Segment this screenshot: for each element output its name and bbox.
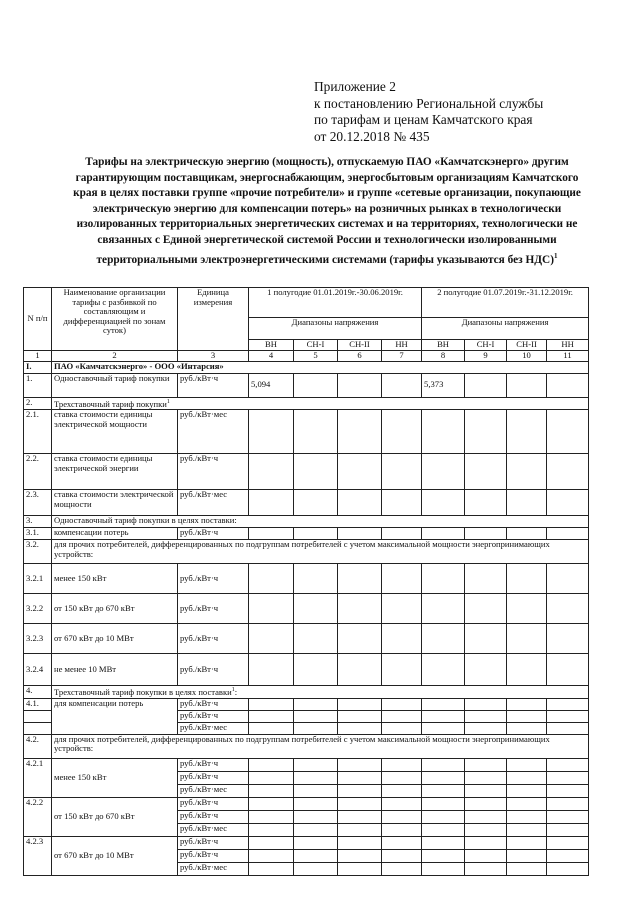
- section-label: [52, 397, 589, 409]
- voltage-level: ВН: [422, 340, 465, 351]
- document-title: [64, 155, 590, 268]
- table-row: [24, 564, 589, 594]
- section-colon: :: [234, 686, 238, 697]
- tariff-table: [23, 287, 589, 876]
- unit-cell: руб./кВт·ч: [178, 810, 249, 823]
- table-row: [24, 594, 589, 624]
- table-row: [24, 454, 589, 490]
- voltage-ranges-header: Диапазоны напряжения: [422, 318, 589, 340]
- column-number: 10: [507, 351, 547, 362]
- unit-cell: руб./кВт·ч: [178, 594, 249, 624]
- row-number: 4.2.: [24, 734, 52, 758]
- row-label: ставка стоимости единицы электрической энергии: [52, 454, 178, 490]
- voltage-level: НН: [382, 340, 422, 351]
- voltage-level: НН: [547, 340, 589, 351]
- unit-cell: руб./кВт·мес: [178, 490, 249, 516]
- row-label: не менее 10 МВт: [52, 654, 178, 686]
- row-label: ставка стоимости электрической мощности: [52, 490, 178, 516]
- tariff-value-cell: 5,373: [422, 373, 465, 397]
- section-label: для прочих потребителей, дифференцированных по подгруппам потребителей с учетом максимальной мощности энергопринимающих устройств:: [52, 734, 589, 758]
- row-label: менее 150 кВт: [52, 758, 178, 797]
- row-number: 3.2.1: [24, 564, 52, 594]
- unit-cell: руб./кВт·ч: [178, 771, 249, 784]
- voltage-level: СН-I: [465, 340, 507, 351]
- unit-cell: руб./кВт·ч: [178, 758, 249, 771]
- section-text: Трехставочный тариф покупки в целях поставки: [54, 686, 232, 697]
- row-number: 2.3.: [24, 490, 52, 516]
- column-number: 1: [24, 351, 52, 362]
- row-number: 4.2.2: [24, 797, 52, 836]
- row-label: от 150 кВт до 670 кВт: [52, 594, 178, 624]
- appendix-line: от 20.12.2018 № 435: [314, 128, 430, 144]
- tariff-value-cell: 5,094: [249, 373, 294, 397]
- col-header-half1: 1 полугодие 01.01.2019г.-30.06.2019г.: [249, 288, 422, 318]
- row-number: 4.1.: [24, 698, 52, 710]
- section-row: [24, 516, 589, 528]
- row-number: 1.: [24, 373, 52, 397]
- footnote-mark: 1: [166, 398, 170, 405]
- unit-cell: руб./кВт·ч: [178, 849, 249, 862]
- unit-cell: руб./кВт·мес: [178, 722, 249, 734]
- row-number: 3.2.: [24, 540, 52, 564]
- table-row: [24, 410, 589, 454]
- col-header-name: Наименование организации тарифы с разбивкой по составляющим и дифференциацией по зонам суток): [52, 288, 178, 351]
- row-number: 4.2.1: [24, 758, 52, 797]
- column-number: 6: [338, 351, 382, 362]
- col-header-unit: Единица измерения: [178, 288, 249, 351]
- unit-cell: руб./кВт·ч: [178, 797, 249, 810]
- col-header-half2: 2 полугодие 01.07.2019г.-31.12.2019г.: [422, 288, 589, 318]
- row-label: для компенсации потерь: [52, 698, 178, 734]
- col-header-num: N п/п: [24, 288, 52, 351]
- row-number: 2.1.: [24, 410, 52, 454]
- column-number: 3: [178, 351, 249, 362]
- organization-row: [24, 361, 589, 373]
- row-number: 3.2.3: [24, 624, 52, 654]
- row-number: 3.2.2: [24, 594, 52, 624]
- row-label: компенсации потерь: [52, 528, 178, 540]
- unit-cell: руб./кВт·ч: [178, 654, 249, 686]
- row-number: 2.2.: [24, 454, 52, 490]
- voltage-level: СН-I: [294, 340, 338, 351]
- voltage-ranges-header: Диапазоны напряжения: [249, 318, 422, 340]
- appendix-line: к постановлению Региональной службы: [314, 95, 544, 111]
- table-row: [24, 836, 589, 849]
- table-row: [24, 624, 589, 654]
- column-number: 11: [547, 351, 589, 362]
- table-row: [24, 758, 589, 771]
- column-number: 7: [382, 351, 422, 362]
- voltage-level: СН-II: [338, 340, 382, 351]
- row-label: от 670 кВт до 10 МВт: [52, 624, 178, 654]
- voltage-level: СН-II: [507, 340, 547, 351]
- title-footnote-mark: 1: [553, 251, 558, 260]
- column-number: 9: [465, 351, 507, 362]
- unit-cell: руб./кВт·ч: [178, 454, 249, 490]
- section-text: Трехставочный тариф покупки: [54, 398, 167, 409]
- unit-cell: руб./кВт·ч: [178, 710, 249, 722]
- unit-cell: руб./кВт·мес: [178, 823, 249, 836]
- row-number: 3.1.: [24, 528, 52, 540]
- row-number: 3.2.4: [24, 654, 52, 686]
- column-number: 2: [52, 351, 178, 362]
- unit-cell: руб./кВт·мес: [178, 784, 249, 797]
- table-row: [24, 654, 589, 686]
- row-number: 3.: [24, 516, 52, 528]
- row-label: от 670 кВт до 10 МВт: [52, 836, 178, 875]
- section-label: [52, 686, 589, 698]
- row-label: от 150 кВт до 670 кВт: [52, 797, 178, 836]
- column-numbers-row: [24, 351, 589, 362]
- unit-cell: руб./кВт·мес: [178, 410, 249, 454]
- row-label: Одноставочный тариф покупки: [52, 373, 178, 397]
- section-label: Одноставочный тариф покупки в целях поставки:: [52, 516, 589, 528]
- appendix-line: по тарифам и ценам Камчатского края: [314, 112, 533, 127]
- row-number: 4.: [24, 686, 52, 698]
- header-row: [24, 288, 589, 318]
- table-row: [24, 797, 589, 810]
- voltage-level: ВН: [249, 340, 294, 351]
- appendix-line: Приложение 2: [314, 79, 396, 94]
- unit-cell: руб./кВт·ч: [178, 564, 249, 594]
- section-row: [24, 734, 589, 758]
- unit-cell: руб./кВт·ч: [178, 373, 249, 397]
- section-row: [24, 397, 589, 409]
- unit-cell: руб./кВт·ч: [178, 528, 249, 540]
- column-number: 4: [249, 351, 294, 362]
- section-row: [24, 540, 589, 564]
- unit-cell: руб./кВт·мес: [178, 862, 249, 875]
- row-label: ставка стоимости единицы электрической мощности: [52, 410, 178, 454]
- table-row: [24, 528, 589, 540]
- table-row: [24, 698, 589, 710]
- row-number: 2.: [24, 397, 52, 409]
- section-label: для прочих потребителей, дифференцированных по подгруппам потребителей с учетом максимальной мощности энергопринимающих устройств:: [52, 540, 589, 564]
- column-number: 8: [422, 351, 465, 362]
- table-row: [24, 490, 589, 516]
- appendix-reference: [314, 79, 543, 145]
- column-number: 5: [294, 351, 338, 362]
- unit-cell: руб./кВт·ч: [178, 624, 249, 654]
- organization-name: ПАО «Камчатскэнерго» - ООО «Интарсия»: [52, 361, 589, 373]
- section-row: [24, 686, 589, 698]
- row-label: менее 150 кВт: [52, 564, 178, 594]
- unit-cell: руб./кВт·ч: [178, 698, 249, 710]
- table-row: [24, 373, 589, 397]
- row-number: I.: [24, 361, 52, 373]
- unit-cell: руб./кВт·ч: [178, 836, 249, 849]
- row-number: 4.2.3: [24, 836, 52, 875]
- title-text: Тарифы на электрическую энергию (мощность), отпускаемую ПАО «Камчатскэнерго» другим гарантирующим поставщикам, энергоснабжающим, энергосбытовым организациям Камчатского края в целях поставки группе «прочие потребители» и группе «сетевые организации, покупающие электрическую энергию для компенсации потерь» на розничных рынках в технологически изолированных территориальных энергетических системах и на территориях, технологически не связанных с Единой энергетической системой России и технологически изолированными территориальными электроэнергетическими системами (тарифы указываются без НДС): [73, 156, 581, 266]
- footnote-mark: 1: [231, 687, 235, 694]
